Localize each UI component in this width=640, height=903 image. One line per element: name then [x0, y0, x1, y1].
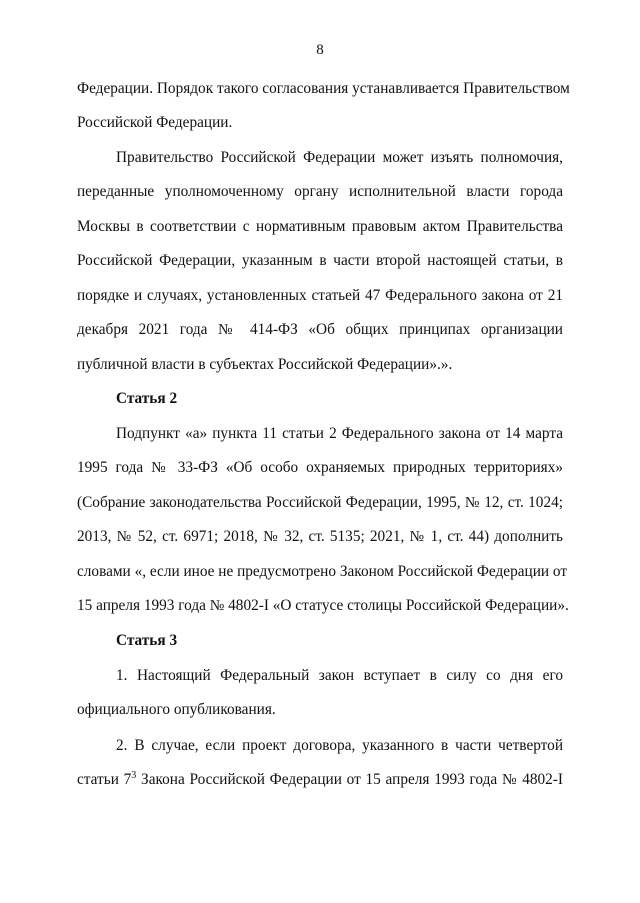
text-line: декабря 2021 года № 414-ФЗ «Об общих принципах организации	[77, 321, 563, 338]
text-line: Москвы в соответствии с нормативным правовым актом Правительства	[77, 218, 563, 235]
text-line: 2. В случае, если проект договора, указанного в части четвертой	[116, 737, 563, 754]
text-line: порядке и случаях, установленных статьей 47 Федерального закона от 21	[77, 287, 563, 304]
article-heading: Статья 2	[116, 390, 178, 407]
article-heading: Статья 3	[116, 632, 178, 649]
text-line: Российской Федерации.	[77, 114, 233, 131]
text-line: словами «, если иное не предусмотрено Законом Российской Федерации от	[77, 563, 568, 580]
text-line: Российской Федерации, указанным в части второй настоящей статьи, в	[77, 252, 563, 269]
text-segment: Закона Российской Федерации от 15 апреля 1993 года № 4802-I	[136, 771, 563, 788]
superscript: 3	[131, 769, 137, 781]
text-line: 1. Настоящий Федеральный закон вступает в силу со дня его	[116, 667, 563, 684]
text-line: 2013, № 52, ст. 6971; 2018, № 32, ст. 5135; 2021, № 1, ст. 44) дополнить	[77, 528, 563, 545]
text-line: (Собрание законодательства Российской Федерации, 1995, № 12, ст. 1024;	[77, 494, 563, 511]
text-line: 1995 года № 33-ФЗ «Об особо охраняемых природных территориях»	[77, 459, 563, 476]
text-line	[77, 770, 563, 790]
text-segment: статьи 7	[77, 771, 132, 788]
text-line: Правительство Российской Федерации может изъять полномочия,	[116, 149, 563, 166]
text-line: официального опубликования.	[77, 701, 276, 718]
text-line: Федерации. Порядок такого согласования устанавливается Правительством	[77, 80, 570, 97]
text-line: публичной власти в субъектах Российской Федерации».».	[77, 356, 453, 373]
page-number: 8	[316, 42, 324, 58]
text-line: переданные уполномоченному органу исполнительной власти города	[77, 183, 563, 200]
text-line: 15 апреля 1993 года № 4802-I «О статусе столицы Российской Федерации».	[77, 597, 569, 614]
text-line: Подпункт «а» пункта 11 статьи 2 Федерального закона от 14 марта	[116, 425, 563, 442]
